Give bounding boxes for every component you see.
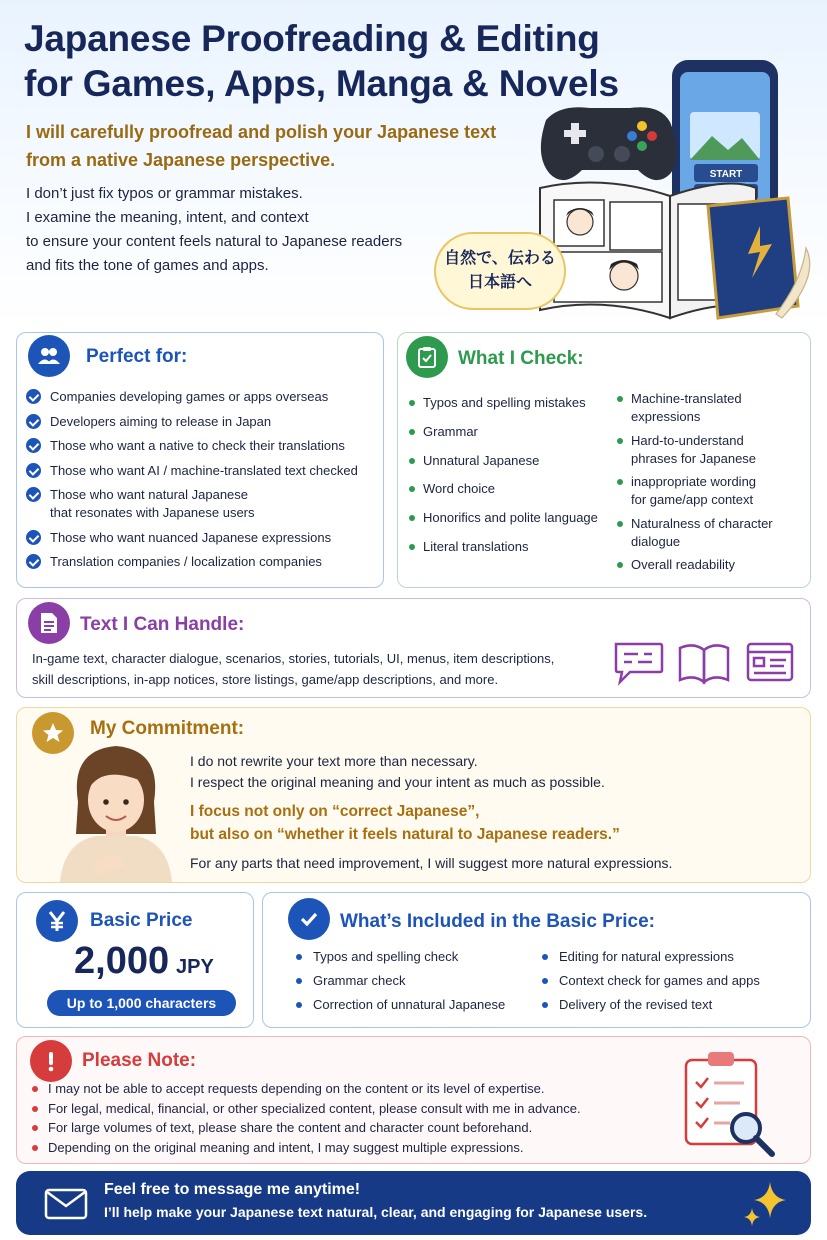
check-icon — [26, 463, 41, 478]
phone-start-label: START — [709, 169, 743, 180]
text-handle-title: Text I Can Handle: — [80, 614, 245, 635]
list-item: Delivery of the revised text — [542, 996, 802, 1014]
list-item: Those who want AI / machine-translated text checked — [26, 462, 376, 480]
yen-icon — [36, 900, 78, 942]
open-book-icon — [680, 645, 728, 682]
list-item: Word choice — [409, 480, 609, 498]
what-i-check-title: What I Check: — [458, 348, 584, 369]
users-icon — [28, 335, 70, 377]
gamepad-icon — [541, 107, 677, 180]
footer-line-1: Feel free to message me anytime! — [104, 1181, 361, 1198]
check-list-col1 — [409, 394, 609, 567]
perfect-for-list — [26, 388, 376, 578]
woman-avatar — [56, 742, 176, 882]
commitment-highlight: I focus not only on “correct Japanese”, but also on “whether it feels natural to Japanese readers.” — [190, 803, 620, 843]
list-item: Those who want nuanced Japanese expressions — [26, 529, 376, 547]
included-list-col2 — [542, 948, 802, 1020]
list-item: Hard-to-understand phrases for Japanese — [617, 432, 807, 468]
list-item: Typos and spelling check — [296, 948, 536, 966]
commitment-body-2: For any parts that need improvement, I will suggest more natural expressions. — [190, 855, 673, 871]
clipboard-check-icon — [406, 336, 448, 378]
list-item: Unnatural Japanese — [409, 452, 609, 470]
footer-line-2: I’ll help make your Japanese text natural, clear, and engaging for Japanese users. — [104, 1204, 648, 1220]
document-icon — [28, 602, 70, 644]
hero-subtitle: I will carefully proofread and polish your Japanese text from a native Japanese perspective. — [26, 122, 497, 170]
envelope-icon — [44, 1188, 88, 1220]
list-item: Those who want natural Japanese that resonates with Japanese users — [26, 486, 376, 522]
hero-description: I don’t just fix typos or grammar mistakes. I examine the meaning, intent, and context to ensure your content feels natural to Japanese readers and fits the tone of games and apps. — [26, 185, 403, 274]
list-item: Overall readability — [617, 556, 807, 574]
check-icon — [26, 530, 41, 545]
list-item: Literal translations — [409, 538, 609, 556]
hero-illustration — [520, 56, 820, 328]
check-icon — [26, 414, 41, 429]
alert-icon — [30, 1040, 72, 1082]
text-handle-body: In-game text, character dialogue, scenarios, stories, tutorials, UI, menus, item descriptions, skill descriptions, in-app notices, store listings, game/app descriptions, and more. — [32, 651, 555, 687]
chat-bubble-icon — [616, 644, 662, 682]
note-list — [32, 1080, 672, 1158]
list-item: I may not be able to accept requests depending on the content or its level of expertise. — [32, 1080, 672, 1098]
list-item: Those who want a native to check their translations — [26, 437, 376, 455]
list-item: For large volumes of text, please share the content and character count beforehand. — [32, 1119, 672, 1137]
please-note-title: Please Note: — [82, 1050, 197, 1071]
list-item: Machine-translated expressions — [617, 390, 807, 426]
check-icon — [26, 438, 41, 453]
check-icon — [26, 554, 41, 569]
page-title: Japanese Proofreading & Editing for Games, Apps, Manga & Novels — [24, 18, 619, 104]
list-item: Naturalness of character dialogue — [617, 515, 807, 551]
list-item: For legal, medical, financial, or other specialized content, please consult with me in advance. — [32, 1100, 672, 1118]
list-item: Depending on the original meaning and intent, I may suggest multiple expressions. — [32, 1139, 672, 1157]
basic-price-title: Basic Price — [90, 910, 193, 931]
price-unit: JPY — [176, 956, 214, 978]
list-item: Grammar — [409, 423, 609, 441]
list-item: Editing for natural expressions — [542, 948, 802, 966]
speech-bubble: 自然で、伝わる 日本語へ — [434, 232, 566, 310]
price-amount: 2,000 — [74, 940, 170, 982]
list-item: Developers aiming to release in Japan — [26, 413, 376, 431]
check-icon — [26, 487, 41, 502]
sparkle-icon — [742, 1180, 794, 1226]
perfect-for-title: Perfect for: — [86, 346, 188, 367]
novel-book-icon — [708, 198, 798, 318]
check-list-col2 — [617, 390, 807, 580]
clipboard-magnifier-icon — [680, 1048, 780, 1160]
list-item: Context check for games and apps — [542, 972, 802, 990]
list-item: Translation companies / localization companies — [26, 553, 376, 571]
check-circle-icon — [288, 898, 330, 940]
list-item: Honorifics and polite language — [409, 509, 609, 527]
list-item: inappropriate wording for game/app context — [617, 473, 807, 509]
included-list-col1 — [296, 948, 536, 1020]
list-item: Companies developing games or apps overseas — [26, 388, 376, 406]
text-type-icons — [612, 640, 796, 686]
character-limit-badge: Up to 1,000 characters — [47, 990, 236, 1016]
list-item: Grammar check — [296, 972, 536, 990]
included-title: What’s Included in the Basic Price: — [340, 911, 655, 932]
list-item: Correction of unnatural Japanese — [296, 996, 536, 1014]
commitment-body-1: I do not rewrite your text more than necessary. I respect the original meaning and your intent as much as possible. — [190, 753, 605, 790]
commitment-title: My Commitment: — [90, 718, 245, 739]
check-icon — [26, 389, 41, 404]
ui-window-icon — [748, 644, 792, 680]
list-item: Typos and spelling mistakes — [409, 394, 609, 412]
